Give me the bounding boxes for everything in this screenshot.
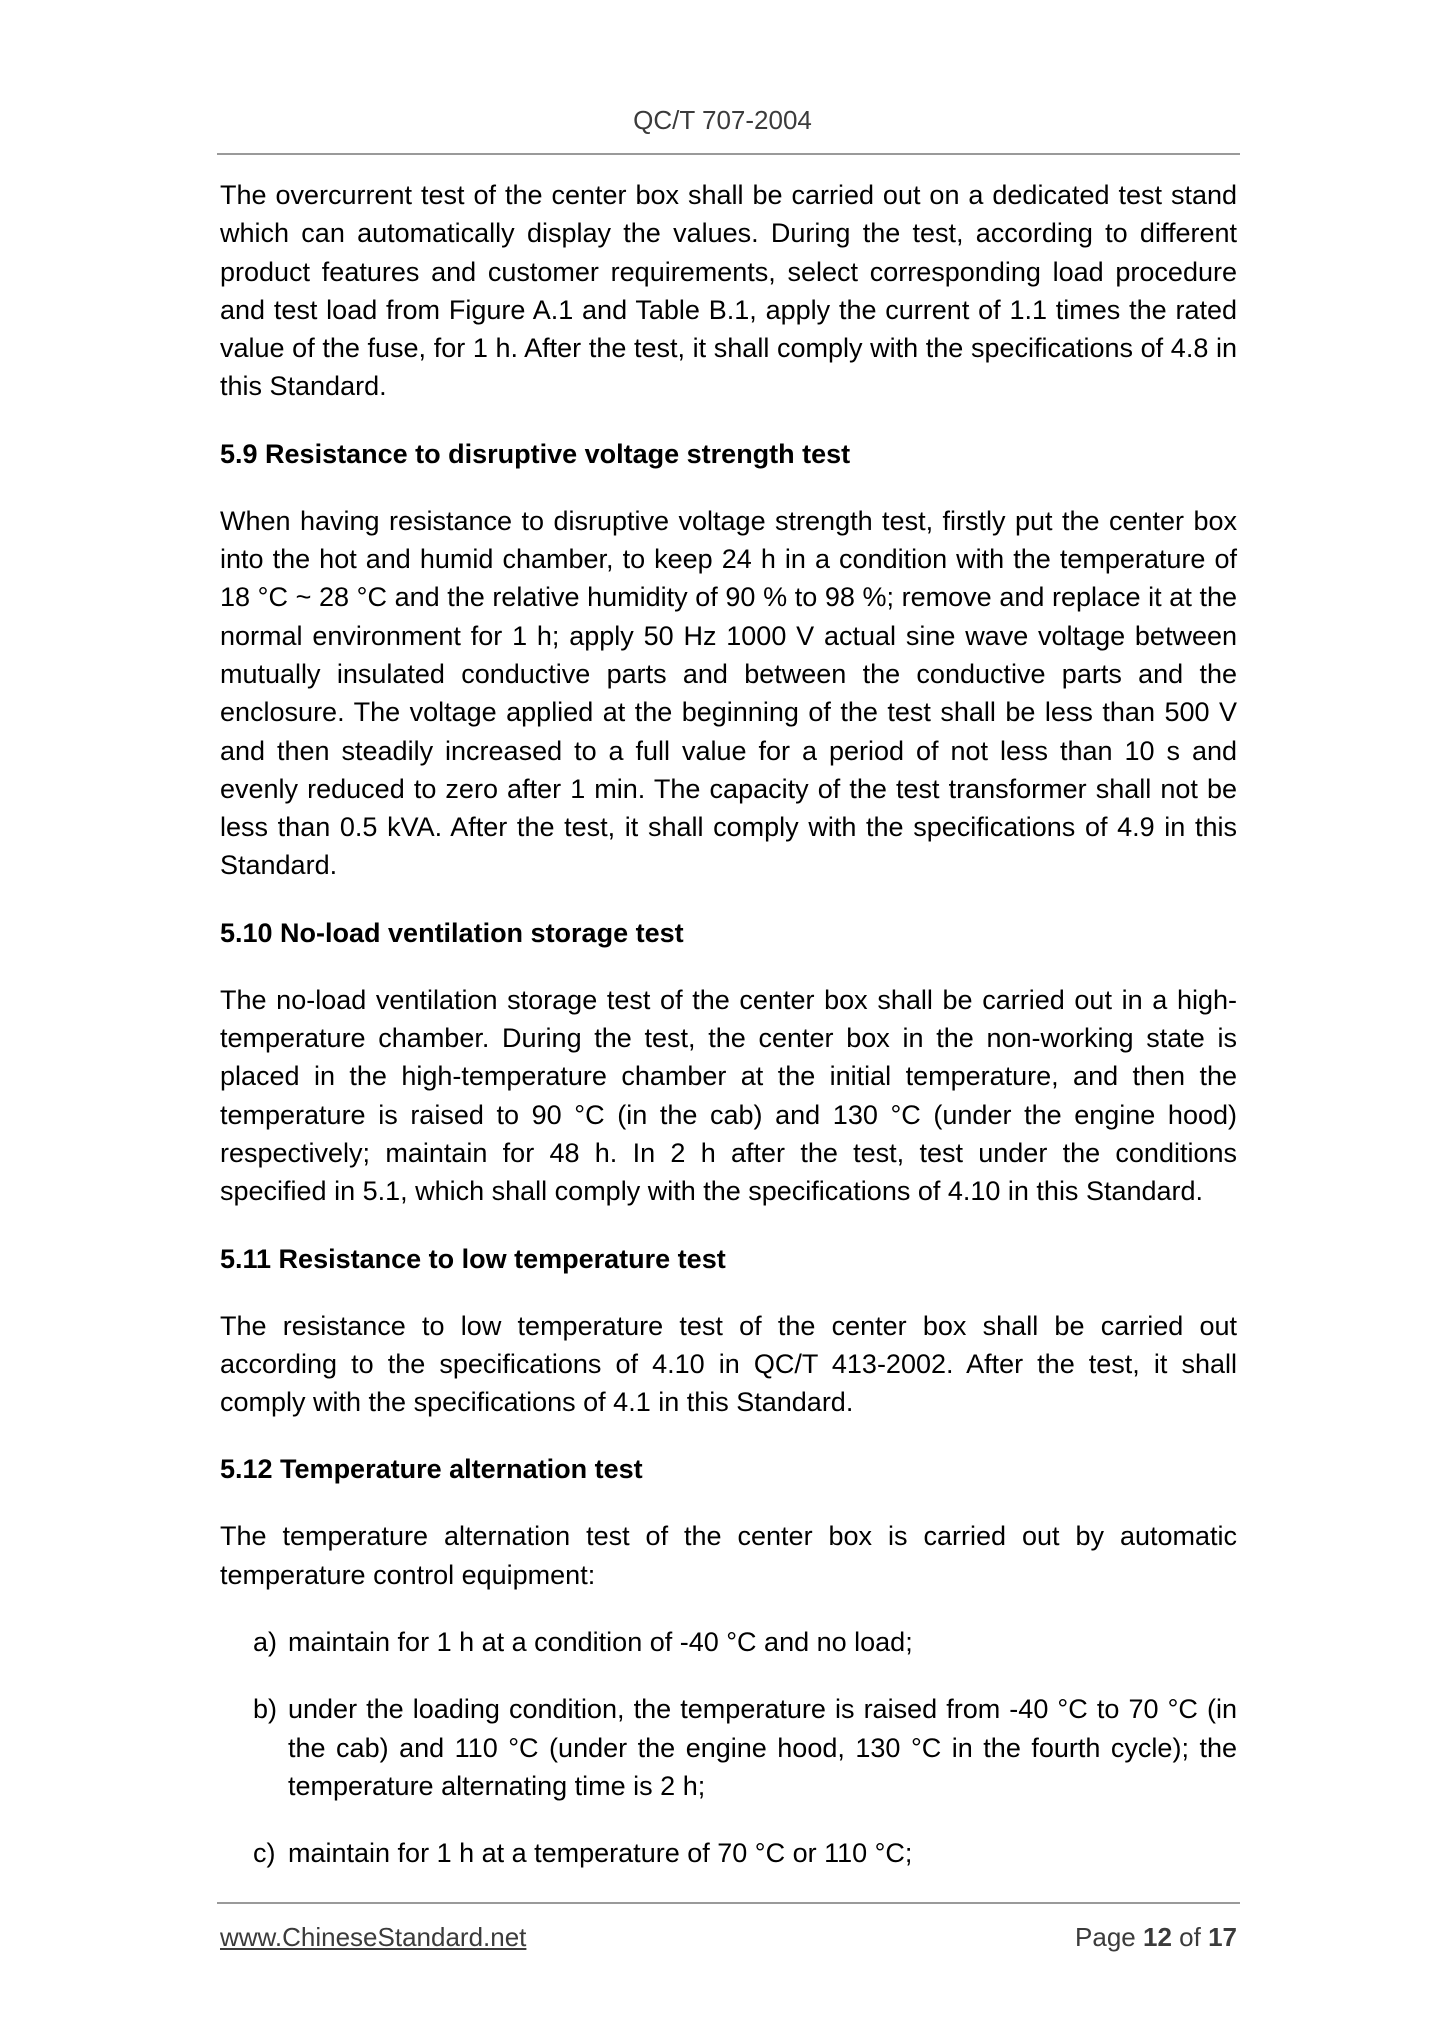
list-item-b [253,1690,1237,1805]
page-current: 12 [1143,1922,1172,1952]
page-total: 17 [1208,1922,1237,1952]
list-marker-a: a) [253,1627,278,1658]
list-item-a [253,1623,1237,1661]
website-link[interactable]: www.ChineseStandard.net [220,1922,527,1952]
paragraph-disruptive-voltage-test: When having resistance to disruptive voltage strength test, firstly put the center box into the hot and humid chamber, to keep 24 h in a condition with the temperature of 18 °C ~ 28 °C and the relative humidity of 90 % to 98 %; remove and replace it at the normal environment for 1 h; apply 50 Hz 1000 V actual sine wave voltage between mutually insulated conductive parts and between the conductive parts and the enclosure. The voltage applied at the beginning of the test shall be less than 500 V and then steadily increased to a full value for a period of not less than 10 s and evenly reduced to zero after 1 min. The capacity of the test transformer shall not be less than 0.5 kVA. After the test, it shall comply with the specifications of 4.9 in this Standard. [220,505,1237,881]
footer-divider [217,1902,1240,1904]
section-heading-5-12: 5.12 Temperature alternation test [220,1454,643,1485]
paragraph-no-load-ventilation-test: The no-load ventilation storage test of the center box shall be carried out in a high-temperature chamber. During the test, the center box in the non-working state is placed in the high-temperature chamber at the initial temperature, and then the temperature is raised to 90 °C (in the cab) and 130 °C (under the engine hood) respectively; maintain for 48 h. In 2 h after the test, test under the conditions specified in 5.1, which shall comply with the specifications of 4.10 in this Standard. [220,984,1237,1207]
section-heading-5-11: 5.11 Resistance to low temperature test [220,1243,726,1274]
page-of: of [1179,1922,1201,1952]
page-header-title: QC/T 707-2004 [633,105,812,135]
section-heading-5-9: 5.9 Resistance to disruptive voltage strength test [220,438,851,469]
list-marker-b: b) [253,1694,278,1725]
list-item-b-text: under the loading condition, the temperature is raised from -40 °C to 70 °C (in the cab) and 110 °C (under the engine hood, 130 °C in the fourth cycle); the temperature alternating time is 2 h; [288,1694,1237,1801]
list-item-c-text: maintain for 1 h at a temperature of 70 °C or 110 °C; [288,1838,913,1869]
document-body [220,176,1237,1902]
page-prefix: Page [1075,1922,1136,1952]
list-item-c [253,1834,1237,1872]
section-heading-5-10: 5.10 No-load ventilation storage test [220,917,684,948]
list-marker-c: c) [253,1838,276,1869]
paragraph-temperature-alternation-intro: The temperature alternation test of the center box is carried out by automatic temperature control equipment: [220,1521,1237,1590]
list-item-a-text: maintain for 1 h at a condition of -40 °C and no load; [288,1627,913,1658]
header-divider [217,153,1240,155]
page-number [1075,1919,1237,1955]
paragraph-low-temperature-test: The resistance to low temperature test of the center box shall be carried out according to the specifications of 4.10 in QC/T 413-2002. After the test, it shall comply with the specifications of 4.1 in this Standard. [220,1310,1237,1418]
paragraph-overcurrent-test: The overcurrent test of the center box shall be carried out on a dedicated test stand which can automatically display the values. During the test, according to different product features and customer requirements, select corresponding load procedure and test load from Figure A.1 and Table B.1, apply the current of 1.1 times the rated value of the fuse, for 1 h. After the test, it shall comply with the specifications of 4.8 in this Standard. [220,180,1237,402]
